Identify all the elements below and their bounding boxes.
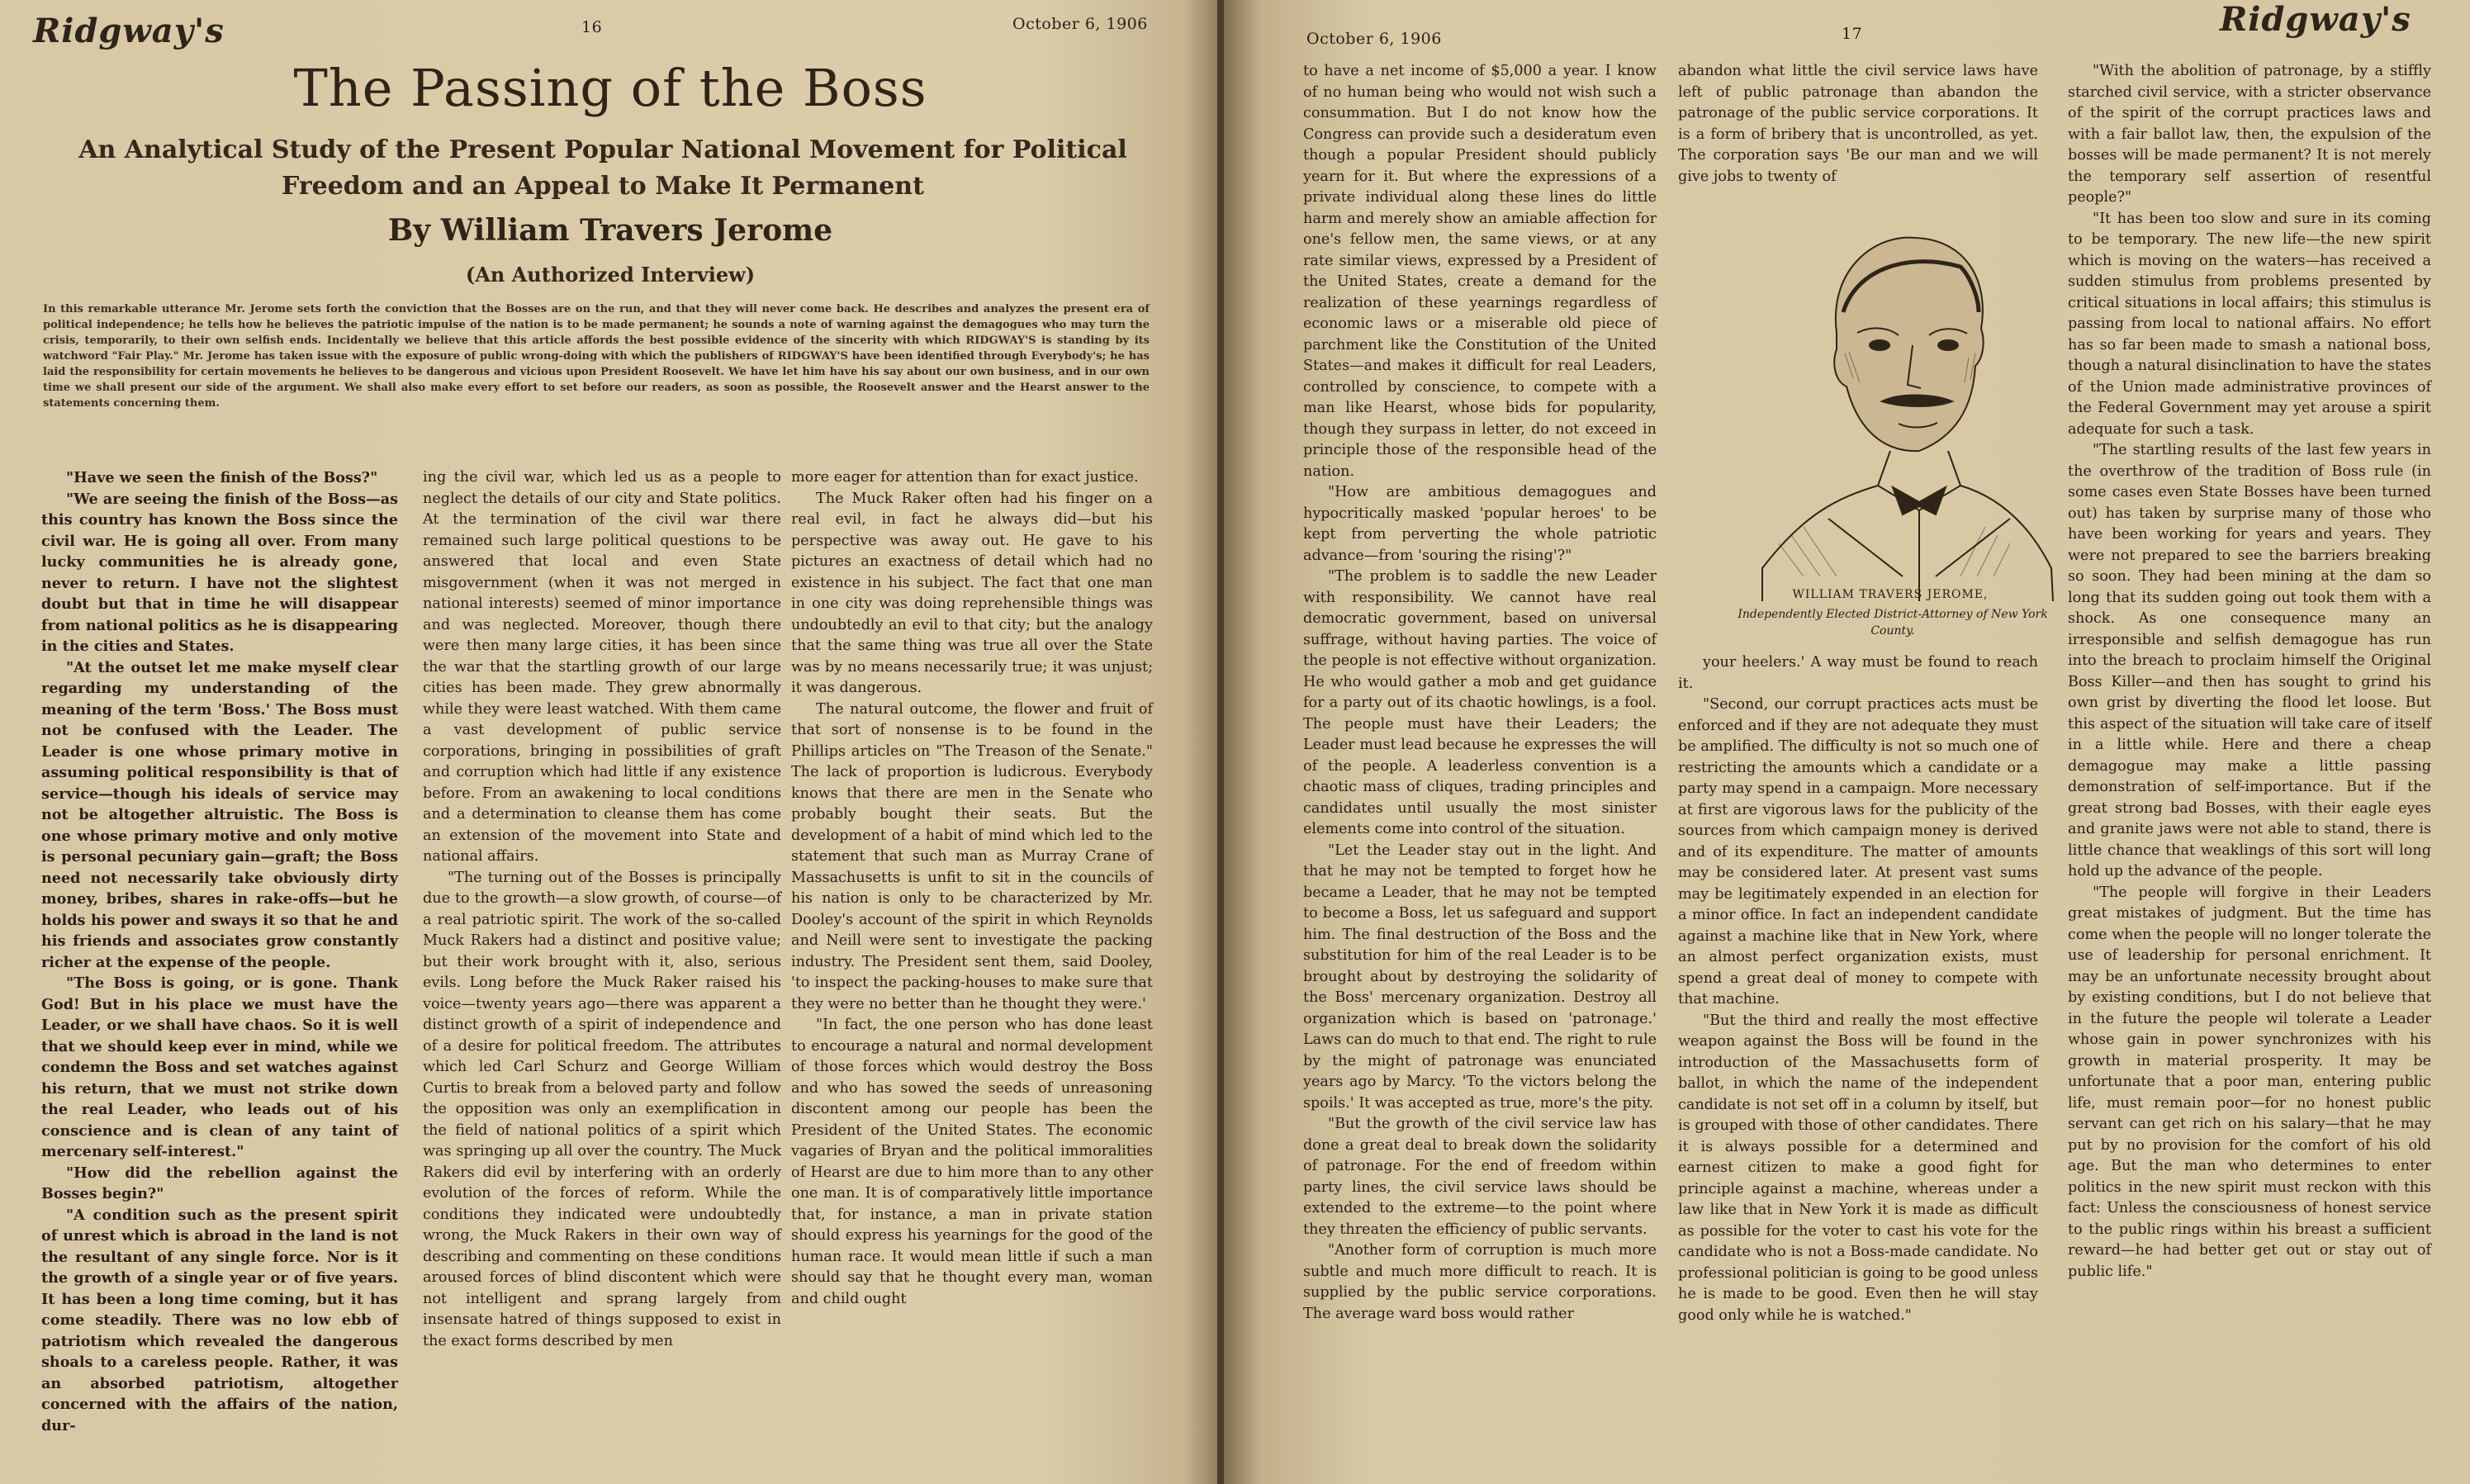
paragraph: "The people will forgive in their Leaders great mistakes of judgment. But the time has come when the people will no longer tolerate the use of leadership for personal enrichment. It may be an unfortunate necessity brought about by existing conditions, but I do not believe that in the future the people wil tolerate a Leader whose gain in power synchronizes with his growth in material prosperity. It may be unfortunate that a poor man, entering public life, must remain poor—for no honest public servant can get rich on his salary—that he may put by no provision for the comfort of his old age. But the man who determines to enter politics in the new spirit must reckon with this fact: Unless the consciousness of honest service to the public rings within his breast a sufficient reward—he had better get out or stay out of public life." bbox=[2068, 884, 2431, 1280]
portrait-caption-subtitle: Independently Elected District-Attorney of New York County. bbox=[1738, 608, 2048, 638]
masthead-left: Ridgway's bbox=[33, 12, 225, 50]
paragraph: "At the outset let me make myself clear regarding my understanding of the meaning of the term 'Boss.' The Boss must not be confused with the Leader. The Leader is one whose primary motive in assuming political responsibility is that of service—though his ideals of service may not be altogether altruistic. The Boss is one whose primary motive and only motive is personal pecuniary gain—graft; the Boss need not necessarily take obviously dirty money, bribes, shares in rake-offs—but he holds his power and sways it so that he and his friends and associates grow constantly richer at the expense of the people. bbox=[41, 658, 398, 971]
paragraph: "We are seeing the finish of the Boss—as this country has known the Boss since the civil war. He is going all over. From many lucky communities he is already gone, never to return. I have not the slightest doubt but that in time he will disappear from national politics as he is disappearing in the cities and States. bbox=[41, 490, 398, 655]
right-column-1 bbox=[1303, 61, 1657, 1325]
right-column-2-bottom bbox=[1678, 652, 2038, 1326]
portrait-illustration bbox=[1713, 188, 2068, 601]
date-left: October 6, 1906 bbox=[1012, 15, 1148, 33]
article-subtitle: An Analytical Study of the Present Popular National Movement for Political Freedom and an Appeal to Make It Permanent bbox=[78, 135, 1127, 201]
page-number-right: 17 bbox=[1842, 25, 1863, 43]
paragraph: "In fact, the one person who has done least to encourage a natural and normal development of those forces which would destroy the Boss and who has sowed the seeds of unreasoning discontent among our people has been the President of the United States. The economic vagaries of Bryan and the political immoralities of Hearst are due to him more than to any other one man. It is of comparatively little importance that, for instance, a man in private station should express his yearnings for the good of the human race. It would mean little if such a man should say that he thought every man, woman and child ought bbox=[791, 1017, 1153, 1307]
paragraph: "Let the Leader stay out in the light. And that he may not be tempted to forget how he became a Leader, that he may not be tempted to become a Boss, let us safeguard and support him. The final destruction of the Boss and the substitution for him of the real Leader is to be brought about by destroying the solidarity of the Boss' mercenary organization. Destroy all organization which is based on 'patronage.' Laws can do much to that end. The right to rule by the might of patronage was enunciated years ago by Marcy. 'To the victors belong the spoils.' It was accepted as true, more's the pity. bbox=[1303, 842, 1657, 1112]
right-page bbox=[1224, 0, 2470, 1484]
paragraph: "The turning out of the Bosses is principally due to the growth—a slow growth, of course—of a real patriotic spirit. The work of the so-called Muck Rakers had a distinct and positive value; but their work brought with it, also, serious evils. Long before the Muck Raker raised his voice—twenty years ago—there was apparent a distinct growth of a spirit of independence and of a desire for political freedom. The attributes which led Carl Schurz and George William Curtis to break from a beloved party and follow the opposition was only an exemplification in the field of national politics of a spirit which was springing up all over the country. The Muck Rakers did evil by interfering with an orderly evolution of the forces of reform. While the conditions they indicated were undoubtedly wrong, the Muck Rakers in their own way of describing and commenting on these conditions aroused forces of blind discontent which were not intelligent and sprang largely from insensate hatred of things supposed to exist in the exact forms described by men bbox=[423, 869, 781, 1349]
right-column-3 bbox=[2068, 61, 2431, 1282]
paragraph: "But the growth of the civil service law has done a great deal to break down the solidarity of patronage. For the end of freedom within party lines, the civil service laws should be extended to the extreme—to the point where they threaten the efficiency of public servants. bbox=[1303, 1116, 1657, 1238]
left-column-2 bbox=[423, 467, 781, 1352]
paragraph: "How are ambitious demagogues and hypocritically masked 'popular heroes' to be kept from perverting the whole patriotic advance—from 'souring the rising'?" bbox=[1303, 484, 1657, 564]
paragraph: "A condition such as the present spirit of unrest which is abroad in the land is not the resultant of any single force. Nor is it the growth of a single year or of five years. It has been a long time coming, but it has come steadily. There was no low ebb of patriotism which revealed the dangerous shoals to a careless people. Rather, it was an absorbed patriotism, altogether concerned with the affairs of the nation, dur- bbox=[41, 1206, 398, 1434]
left-page bbox=[0, 0, 1221, 1484]
paragraph: The Muck Raker often had his finger on a real evil, in fact he always did—but his perspective was away out. He gave to his pictures an exactness of detail which had no existence in his subject. The fact that one man in one city was doing reprehensible things was undoubtedly an evil to that city; but the analogy that the same thing was true all over the State was by no means necessarily true; it was unjust; it was dangerous. bbox=[791, 490, 1153, 696]
left-column-1 bbox=[41, 467, 398, 1436]
authorized-note: (An Authorized Interview) bbox=[465, 263, 756, 287]
paragraph: "The problem is to saddle the new Leader with responsibility. We cannot have real democratic government, based on universal suffrage, without having parties. The voice of the people is not effective without organization. He who would gather a mob and get guidance for a party out of its chaotic howlings, is a fool. The people must have their Leaders; the Leader must lead because he expresses the will of the people. A leaderless convention is a chaotic mass of cliques, trading principles and candidates until usually the most sinister elements come into control of the situation. bbox=[1303, 568, 1657, 837]
paragraph: "But the third and really the most effective weapon against the Boss will be found in the introduction of the Massachusetts form of ballot, in which the name of the independent candidate is not set off in a column by itself, but is grouped with those of other candidates. There it is always possible for a determined and earnest citizen to make a good fight for principle against a machine, whereas under a law like that in New York it is made as difficult as possible for the voter to cast his vote for the candidate who is not a Boss-made candidate. No professional politician is going to be good unless he is made to be good. Even then he will stay good only while he is watched." bbox=[1678, 1012, 2038, 1324]
page-number-left: 16 bbox=[581, 18, 603, 36]
paragraph: "Second, our corrupt practices acts must be enforced and if they are not adequate they must be amplified. The difficulty is not so much one of restricting the amounts which a candidate or a party may spend in a campaign. More necessary at first are vigorous laws for the publicity of the sources from which campaign money is derived and of its expenditure. The matter of amounts may be considered later. At present vast sums may be legitimately expended in an election for a minor office. In fact an independent candidate against a machine like that in New York, where an almost perfect organization exists, must spend a great deal of money to compete with that machine. bbox=[1678, 696, 2038, 1008]
paragraph: "Another form of corruption is much more subtle and much more difficult to reach. It is supplied by the public service corporations. The average ward boss would rather bbox=[1303, 1242, 1657, 1322]
paragraph: "How did the rebellion against the Bosses begin?" bbox=[41, 1164, 398, 1202]
date-right: October 6, 1906 bbox=[1306, 30, 1442, 48]
masthead-right: Ridgway's bbox=[2220, 0, 2411, 39]
paragraph: to have a net income of $5,000 a year. I know of no human being who would not wish such a consummation. But I do not know how the Congress can provide such a desideratum even though a popular President should publicly yearn for it. But where the expressions of a private individual along these lines do little harm and merely show an amiable affection for one's fellow men, the same views, or at any rate similar views, expressed by a President of the United States, create a demand for the realization of these yearnings regardless of economic laws or a miserable old piece of parchment like the Constitution of the United States—and makes it difficult for real Leaders, controlled by conscience, to compete with a man like Hearst, whose bids for popularity, though they surpass in letter, do not exceed in principle those of the responsible head of the nation. bbox=[1303, 63, 1657, 480]
paragraph: "It has been too slow and sure in its coming to be temporary. The new life—the new spirit which is moving on the waters—has received a sudden stimulus from problems presented by critical situations in local affairs; this stimulus is passing from local to national affairs. No effort has so far been made to smash a national boss, though a natural disinclination to have the states of the Union made administrative provinces of the Federal Government may yet arouse a spirit adequate for such a task. bbox=[2068, 210, 2431, 438]
left-column-3 bbox=[791, 467, 1153, 1310]
editor-intro: In this remarkable utterance Mr. Jerome sets forth the conviction that the Bosses are on the run, and that they will never come back. He describes and analyzes the present era of political independence; he tells how he believes the patriotic impulse of the nation is to be made permanent; he sounds a note of warning against the demagogues who may turn the crisis, temporarily, to their own selfish ends. Incidentally we believe that this article affords the best possible evidence of the sincerity with which RIDGWAY'S is standing by its watchword "Fair Play." Mr. Jerome has taken issue with the exposure of public wrong-doing with which the publishers of RIDGWAY'S have been identified through Everybody's; he has laid the responsibility for certain movements he believes to be dangerous and vicious upon President Roosevelt. We have let him have his say about our own business, and in our own time we shall present our side of the argument. We shall also make every effort to set before our readers, as soon as possible, the Roosevelt answer and the Hearst answer to the statements concerning them. bbox=[43, 303, 1150, 410]
paragraph: "The Boss is going, or is gone. Thank God! But in his place we must have the Leader, or we shall have chaos. So it is well that we should keep ever in mind, while we condemn the Boss and set watches against his return, that we must not strike down the real Leader, who leads out of his conscience and is clean of any taint of mercenary self-interest." bbox=[41, 974, 398, 1160]
article-title: The Passing of the Boss bbox=[293, 58, 927, 118]
portrait-caption-name: WILLIAM TRAVERS JEROME, bbox=[1792, 588, 1989, 601]
paragraph: "The startling results of the last few years in the overthrow of the tradition of Boss rule (in some cases even State Bosses have been turned out) has taken by surprise many of those who have been working for years and years. They were not prepared to see the barriers breaking so soon. They had been mining at the dam so long that its sudden going out took them with a shock. As one consequence many an irresponsible and selfish demagogue has run into the breach to proclaim himself the Original Boss Killer—and then has sought to grind his own grist by diverting the flood let loose. But this aspect of the situation will take care of itself in a little while. Here and there a cheap demagogue may make a little passing demonstration of self-importance. But if the great strong bad Bosses, with their eagle eyes and granite jaws were not able to stand, there is little chance that weaklings of this sort will long hold up the advance of the people. bbox=[2068, 442, 2431, 879]
paragraph: "With the abolition of patronage, by a stiffly starched civil service, with a stricter observance of the spirit of the corrupt practices laws and with a fair ballot law, then, the expulsion of the bosses will be made permanent? It is not merely the temporary self assertion of resentful people?" bbox=[2068, 63, 2431, 206]
article-byline: By William Travers Jerome bbox=[387, 213, 833, 248]
paragraph: your heelers.' A way must be found to reach it. bbox=[1678, 654, 2038, 692]
paragraph: "Have we seen the finish of the Boss?" bbox=[66, 469, 378, 486]
right-column-2-top bbox=[1678, 61, 2038, 187]
paragraph: abandon what little the civil service laws have left of public patronage than abandon the patronage of the public service corporations. It is a form of bribery that is uncontrolled, as yet. The corporation says 'Be our man and we will give jobs to twenty of bbox=[1678, 63, 2038, 185]
paragraph: The natural outcome, the flower and fruit of that sort of nonsense is to be found in the Phillips articles on "The Treason of the Senate." The lack of proportion is ludicrous. Everybody knows that there are men in the Senate who probably bought their seats. But the development of a habit of mind which led to the statement that such man as Murray Crane of Massachusetts is unfit to sit in the councils of his nation is only to be characterized by Mr. Dooley's account of the spirit in which Reynolds and Neill were sent to investigate the packing industry. The President sent them, said Dooley, 'to inspect the packing-houses to make sure that they were no better than he thought they were.' bbox=[791, 700, 1153, 1012]
paragraph: ing the civil war, which led us as a people to neglect the details of our city and State politics. At the termination of the civil war there remained such large political questions to be answered that local and even State misgovernment (when it was not merged in national interests) seemed of minor importance and was neglected. Moreover, though there were then many large cities, it has been since the war that the startling growth of our large cities has been made. They grew abnormally while they were least watched. With them came a vast development of public service corporations, bringing in possibilities of graft and corruption which had little if any existence before. From an awakening to local conditions and a determination to cleanse them has come an extension of the movement into State and national affairs. bbox=[423, 469, 781, 865]
paragraph: more eager for attention than for exact justice. bbox=[791, 469, 1139, 486]
